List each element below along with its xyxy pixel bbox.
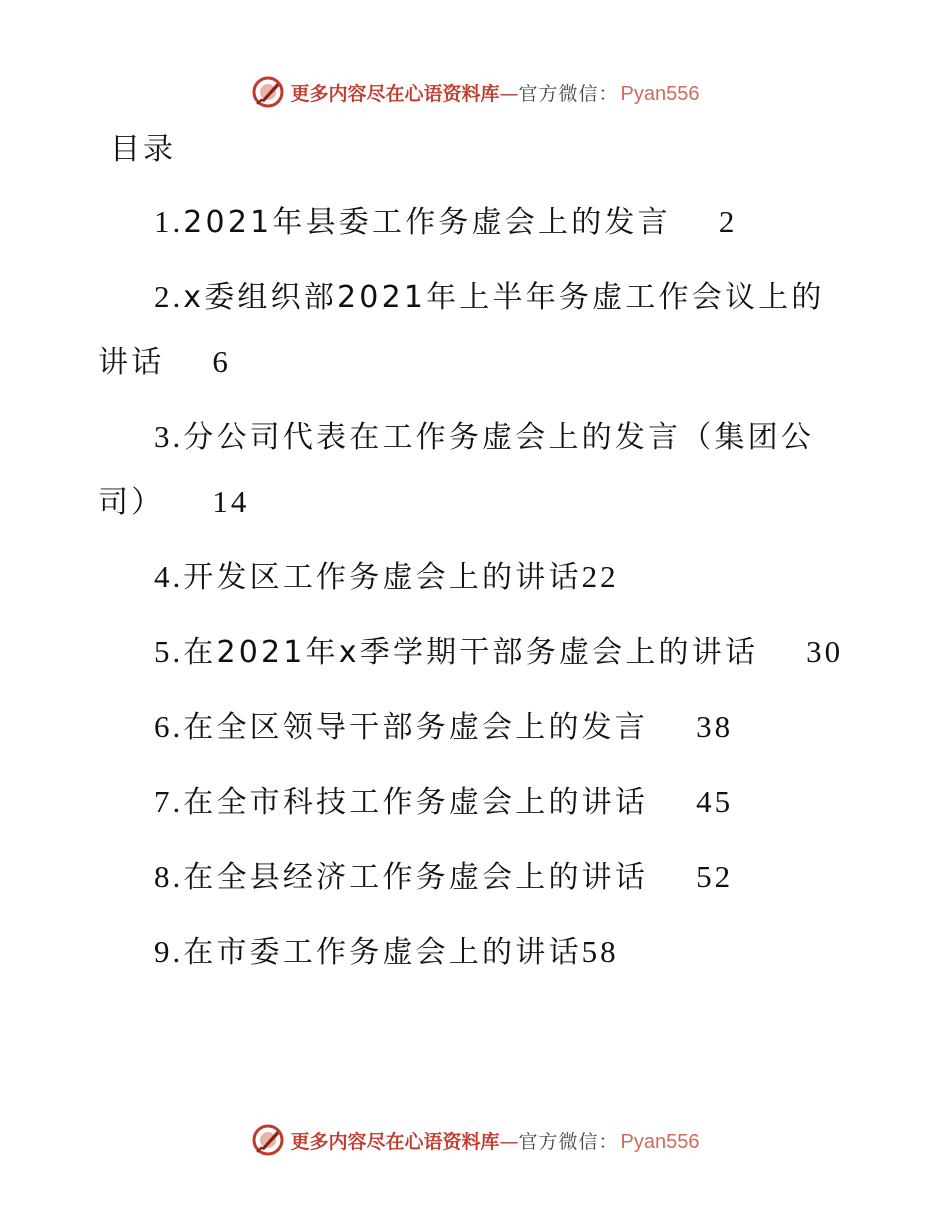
toc-entry-number: 2.	[154, 279, 184, 314]
toc-entry-9	[98, 920, 848, 985]
toc-entry-3	[98, 405, 848, 535]
toc-entry-number: 8.	[154, 859, 184, 894]
table-of-contents	[98, 190, 848, 995]
toc-entry-6	[98, 695, 848, 760]
banner-account: Pyan556	[620, 1130, 700, 1153]
toc-entry-page: 38	[696, 709, 734, 744]
toc-entry-number: 4.	[154, 559, 184, 594]
toc-entry-page: 30	[806, 634, 844, 669]
quill-logo-icon	[251, 75, 285, 109]
toc-entry-page: 6	[212, 344, 231, 379]
toc-entry-page: 58	[581, 934, 619, 969]
toc-entry-4	[98, 545, 848, 610]
banner-text	[291, 1127, 700, 1154]
toc-entry-title: 分公司代表在工作务虚会上的发言（集团公司）	[98, 420, 815, 520]
toc-entry-title: 开发区工作务虚会上的讲话	[183, 560, 582, 595]
toc-entry-number: 7.	[154, 784, 184, 819]
toc-entry-page: 52	[696, 859, 734, 894]
toc-entry-page: 2	[718, 204, 738, 239]
banner-dash: —	[499, 1130, 519, 1153]
toc-entry-page: 45	[696, 784, 734, 819]
banner-dash: —	[499, 82, 519, 105]
toc-entry-number: 9.	[154, 934, 184, 969]
toc-entry-title: 在市委工作务虚会上的讲话	[183, 935, 582, 970]
toc-entry-number: 5.	[154, 634, 184, 669]
toc-entry-title: 在2021年x季学期干部务虚会上的讲话	[183, 635, 759, 670]
toc-entry-title: 在全县经济工作务虚会上的讲话	[183, 860, 649, 895]
toc-entry-5	[98, 620, 848, 685]
toc-entry-title: 在全区领导干部务虚会上的发言	[183, 710, 649, 745]
banner-text	[291, 79, 700, 106]
banner-official-label: 官方微信：	[518, 1130, 619, 1153]
header-watermark-banner	[0, 72, 950, 112]
toc-entry-1	[98, 190, 848, 255]
toc-entry-7	[98, 770, 848, 835]
footer-watermark-banner	[0, 1120, 950, 1160]
quill-logo-icon	[251, 1123, 285, 1157]
toc-entry-number: 6.	[154, 709, 184, 744]
toc-entry-title: x委组织部2021年上半年务虚工作会议上的讲话	[98, 280, 825, 380]
toc-entry-page: 14	[212, 484, 250, 519]
toc-entry-number: 1.	[154, 204, 184, 239]
toc-entry-page: 22	[581, 559, 619, 594]
toc-heading: 目录	[110, 132, 176, 167]
toc-entry-title: 2021年县委工作务虚会上的发言	[183, 205, 671, 240]
banner-account: Pyan556	[620, 82, 700, 105]
banner-site-name: 更多内容尽在心语资料库	[290, 82, 500, 105]
toc-entry-number: 3.	[154, 419, 184, 454]
toc-entry-2	[98, 265, 848, 395]
banner-official-label: 官方微信：	[518, 82, 619, 105]
banner-site-name: 更多内容尽在心语资料库	[290, 1130, 500, 1153]
toc-entry-8	[98, 845, 848, 910]
toc-entry-title: 在全市科技工作务虚会上的讲话	[183, 785, 649, 820]
